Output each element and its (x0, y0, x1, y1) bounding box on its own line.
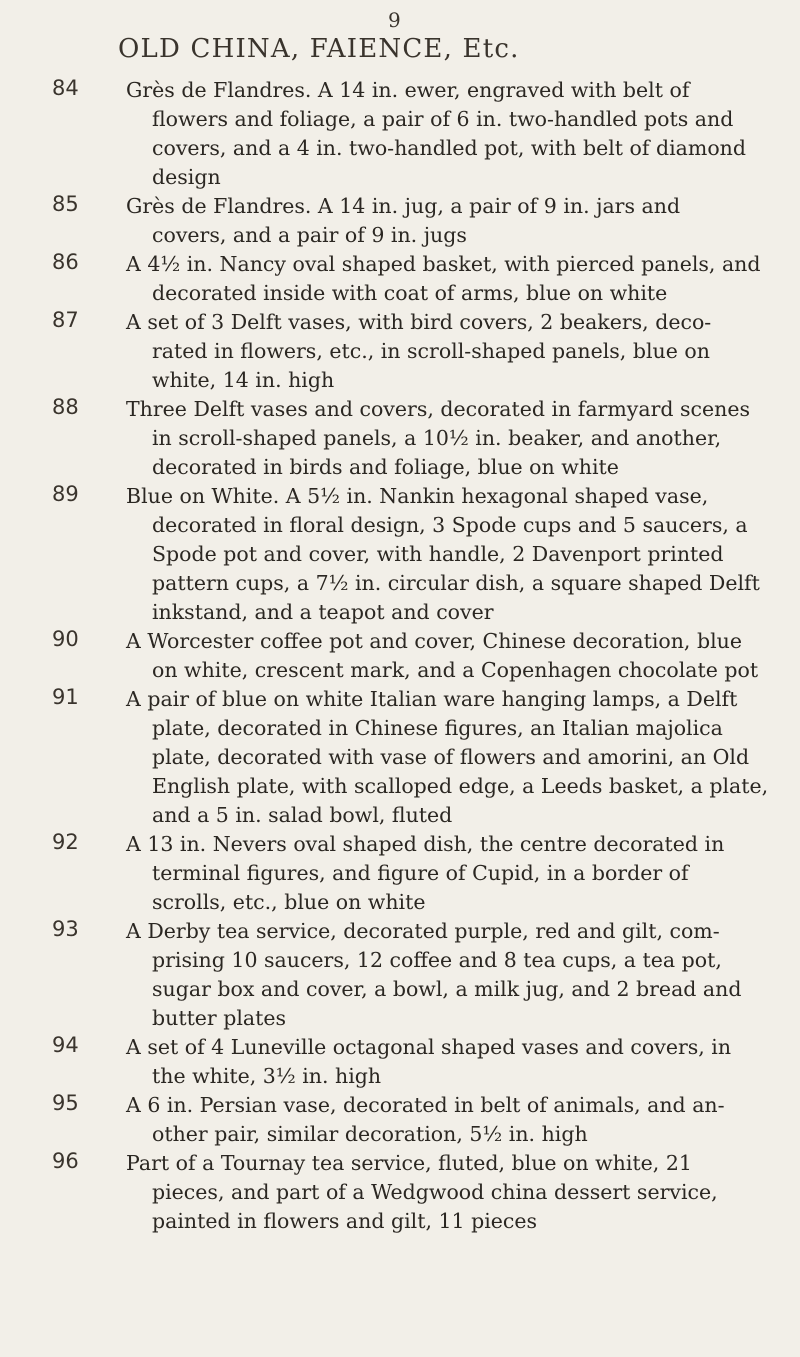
lot-number: 90 (52, 627, 79, 651)
lot-entry (0, 917, 800, 1033)
lot-description: Grès de Flandres. A 14 in. jug, a pair of 9 in. jars and covers, and a pair of 9 in. jugs (126, 194, 681, 247)
lot-entry (0, 830, 800, 917)
lot-description: Three Delft vases and covers, decorated in farmyard scenes in scroll-shaped panels, a 10½ in. beaker, and another, decorated in birds and foliage, blue on white (126, 397, 751, 479)
lot-entry (0, 1149, 800, 1236)
lot-description: A pair of blue on white Italian ware hanging lamps, a Delft plate, decorated in Chinese figures, an Italian majolica plate, decorated with vase of flowers and amorini, an Old English plate, with scalloped edge, a Leeds basket, a plate, and a 5 in. salad bowl, fluted (126, 687, 769, 827)
lot-description: A set of 3 Delft vases, with bird covers, 2 beakers, deco- rated in flowers, etc., in scroll-shaped panels, blue on white, 14 in. high (126, 310, 712, 392)
lot-entry (0, 76, 800, 192)
section-heading: OLD CHINA, FAIENCE, Etc. (118, 34, 520, 64)
lot-description: A Derby tea service, decorated purple, red and gilt, com- prising 10 saucers, 12 coffee and 8 tea cups, a tea pot, sugar box and cover, a bowl, a milk jug, and 2 bread and butter plates (126, 919, 742, 1030)
lot-entry (0, 308, 800, 395)
lot-description: Grès de Flandres. A 14 in. ewer, engraved with belt of flowers and foliage, a pair of 6 in. two-handled pots and covers, and a 4 in. two-handled pot, with belt of diamond design (126, 78, 746, 189)
lot-number: 92 (52, 830, 79, 854)
lot-entry (0, 395, 800, 482)
lot-description: A 4½ in. Nancy oval shaped basket, with pierced panels, and decorated inside with coat of arms, blue on white (126, 252, 761, 305)
lot-list (0, 76, 800, 1236)
lot-number: 85 (52, 192, 79, 216)
lot-number: 87 (52, 308, 79, 332)
lot-entry (0, 627, 800, 685)
lot-description: A Worcester coffee pot and cover, Chinese decoration, blue on white, crescent mark, and a Copenhagen chocolate pot (126, 629, 759, 682)
lot-entry (0, 685, 800, 830)
lot-number: 94 (52, 1033, 79, 1057)
lot-description: A 6 in. Persian vase, decorated in belt of animals, and an- other pair, similar decoration, 5½ in. high (126, 1093, 725, 1146)
lot-number: 84 (52, 76, 79, 100)
lot-entry (0, 1091, 800, 1149)
lot-entry (0, 482, 800, 627)
lot-number: 89 (52, 482, 79, 506)
lot-description: A set of 4 Luneville octagonal shaped vases and covers, in the white, 3½ in. high (126, 1035, 732, 1088)
lot-entry (0, 192, 800, 250)
lot-number: 96 (52, 1149, 79, 1173)
lot-number: 91 (52, 685, 79, 709)
page-number: 9 (388, 8, 401, 32)
lot-description: Blue on White. A 5½ in. Nankin hexagonal shaped vase, decorated in floral design, 3 Spode cups and 5 saucers, a Spode pot and cover, with handle, 2 Davenport printed pattern cups, a 7½ in. circular dish, a square shaped Delft inkstand, and a teapot and cover (126, 484, 760, 624)
lot-description: A 13 in. Nevers oval shaped dish, the centre decorated in terminal figures, and figure of Cupid, in a border of scrolls, etc., blue on white (126, 832, 725, 914)
lot-entry (0, 250, 800, 308)
lot-number: 88 (52, 395, 79, 419)
lot-number: 86 (52, 250, 79, 274)
lot-description: Part of a Tournay tea service, fluted, blue on white, 21 pieces, and part of a Wedgwood china dessert service, painted in flowers and gilt, 11 pieces (126, 1151, 718, 1233)
lot-entry (0, 1033, 800, 1091)
lot-number: 93 (52, 917, 79, 941)
lot-number: 95 (52, 1091, 79, 1115)
